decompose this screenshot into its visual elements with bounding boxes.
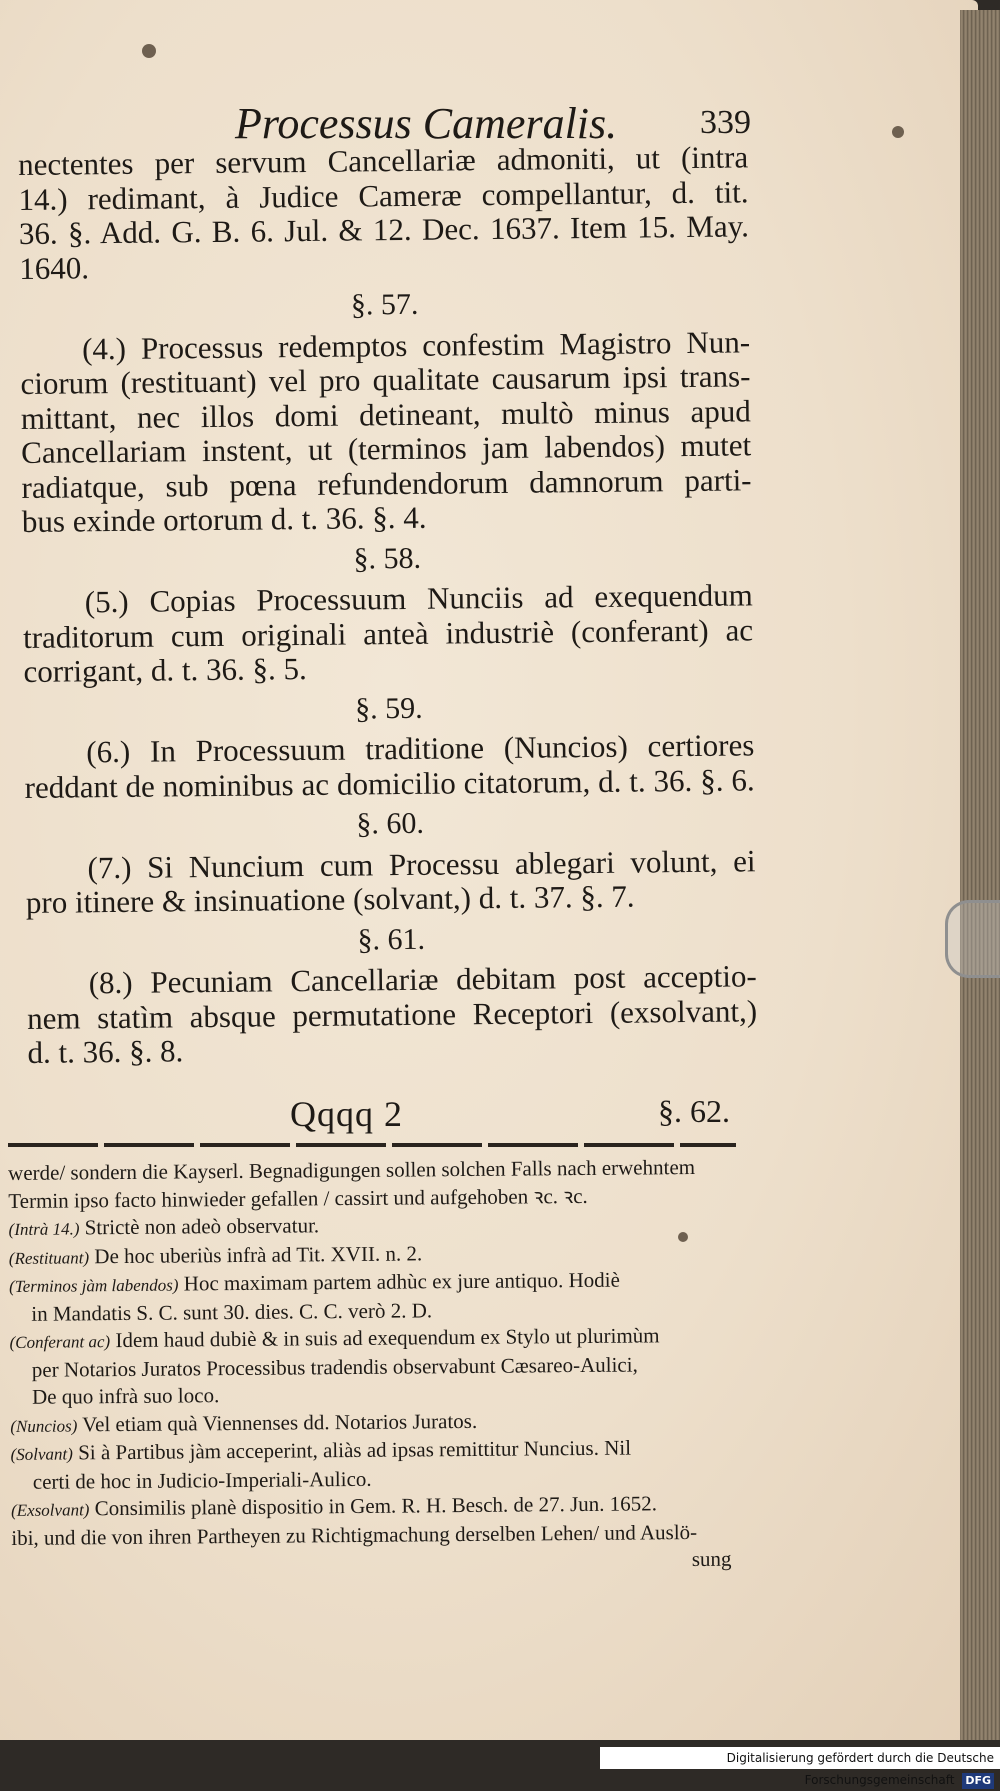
text-line: ciorum (restituant) vel pro qualitate causarum ipsi trans- <box>20 358 751 401</box>
text-line: (5.) Copias Processuum Nunciis ad exequendum <box>84 577 753 620</box>
footnote-lemma: (Nuncios) <box>10 1415 78 1436</box>
text-line: (4.) Processus redemptos confestim Magistro Nun- <box>81 323 751 366</box>
main-text <box>18 140 758 1070</box>
footnote-lemma: (Terminos jàm labendos) <box>9 1275 179 1296</box>
text-line: reddant de nominibus ac domicilio citatorum, d. t. 36. §. 6. <box>24 761 755 805</box>
text-line: traditorum cum originali anteà industriè (conferant) ac <box>22 611 754 655</box>
footnotes <box>8 1154 732 1580</box>
footnote-lemma: (Restituant) <box>8 1247 90 1268</box>
footnote-text: Vel etiam quà Viennenses dd. Notarios Juratos. <box>82 1408 478 1436</box>
footnote-lemma: (Conferant ac) <box>9 1332 111 1352</box>
footnote-line: werde/ sondern die Kayserl. Begnadigungen sollen solchen Falls nach erwehntem <box>8 1155 696 1185</box>
footnote-lemma: (Exsolvant) <box>10 1500 90 1520</box>
signature-mark: Qqqq 2 <box>290 1094 403 1134</box>
page-number: 339 <box>700 104 751 141</box>
footnote-text: De hoc uberiùs infrà ad Tit. XVII. n. 2. <box>94 1240 423 1268</box>
book-fore-edge <box>960 10 1000 1740</box>
text-line: bus exinde ortorum d. t. 36. §. 4. <box>21 499 427 539</box>
section-heading: §. 59. <box>354 691 423 725</box>
text-line: 36. §. Add. G. B. 6. Jul. & 12. Dec. 1637. Item 15. May. <box>18 208 750 251</box>
footnote-line: per Notarios Juratos Processibus tradendis observabunt Cæsareo-Aulici, <box>31 1352 638 1382</box>
footnote-text: Consimilis planè dispositio in Gem. R. H. Besch. de 27. Jun. 1652. <box>94 1491 658 1521</box>
credit-text: Digitalisierung gefördert durch die Deutsche Forschungsgemeinschaft <box>726 1751 994 1787</box>
text-line: corrigant, d. t. 36. §. 5. <box>23 651 307 689</box>
footnote-text: Strictè non adeò observatur. <box>84 1213 320 1240</box>
footnote-line: De quo infrà suo loco. <box>31 1383 220 1409</box>
text-line: pro itinere & insinuatione (solvant,) d. t. 37. §. 7. <box>25 878 635 920</box>
section-heading: §. 58. <box>353 541 422 576</box>
footnote-text: Idem haud dubiè & in suis ad exequendum ex Stylo ut plurimùm <box>115 1323 660 1353</box>
text-line: nem statìm absque permutatione Receptori (exsolvant,) <box>26 992 758 1036</box>
text-line: (6.) In Processuum traditione (Nuncios) certiores <box>86 727 755 770</box>
page-clip <box>945 900 1000 978</box>
footnote-line: ibi, und die von ihren Partheyen zu Richtigmachung derselben Lehen/ und Auslö- <box>11 1519 698 1550</box>
section-heading: §. 61. <box>357 922 426 956</box>
footnote-text: Si à Partibus jàm acceperint, aliàs ad ipsas remittitur Nuncius. Nil <box>78 1435 632 1465</box>
footnote-line: in Mandatis S. C. sunt 30. dies. C. C. verò 2. D. <box>31 1297 433 1326</box>
digitization-credit <box>600 1747 1000 1787</box>
catchword: §. 62. <box>658 1093 730 1129</box>
catchline <box>290 1093 730 1137</box>
dfg-logo-icon: DFG <box>962 1773 994 1789</box>
text-line: 1640. <box>19 249 90 286</box>
text-line: (7.) Si Nuncium cum Processu ablegari volunt, ei <box>87 842 756 885</box>
section-heading: §. 60. <box>356 806 425 841</box>
section-heading: §. 57. <box>350 287 419 322</box>
footnote-rule <box>8 1143 736 1147</box>
text-line: mittant, nec illos domi detineant, multò minus apud <box>20 392 751 436</box>
footnote-lemma: (Intrà 14.) <box>8 1219 80 1239</box>
text-line: Cancellariam instent, ut (terminos jam labendos) mutet <box>21 427 752 470</box>
text-line: (8.) Pecuniam Cancellariæ debitam post acceptio- <box>88 958 757 1001</box>
footnote-text: Hoc maximam partem adhùc ex jure antiquo. Hodiè <box>183 1267 621 1296</box>
footnote-line: Termin ipso facto hinwieder gefallen / cassirt und aufgehoben ꝛc. ꝛc. <box>8 1183 588 1213</box>
footnote-line: sung <box>691 1546 732 1572</box>
text-line: radiatque, sub pœna refundendorum damnorum parti- <box>21 461 752 505</box>
running-head: Processus Cameralis. <box>235 99 618 148</box>
text-line: 14.) redimant, à Judice Cameræ compellantur, d. tit. <box>18 173 749 217</box>
ink-spot <box>142 44 156 58</box>
footnote-lemma: (Solvant) <box>10 1444 73 1464</box>
text-line: nectentes per servum Cancellariæ admoniti, ut (intra <box>17 139 749 182</box>
text-line: d. t. 36. §. 8. <box>27 1033 184 1070</box>
footnote-line: certi de hoc in Judicio-Imperiali-Aulico. <box>32 1466 372 1494</box>
